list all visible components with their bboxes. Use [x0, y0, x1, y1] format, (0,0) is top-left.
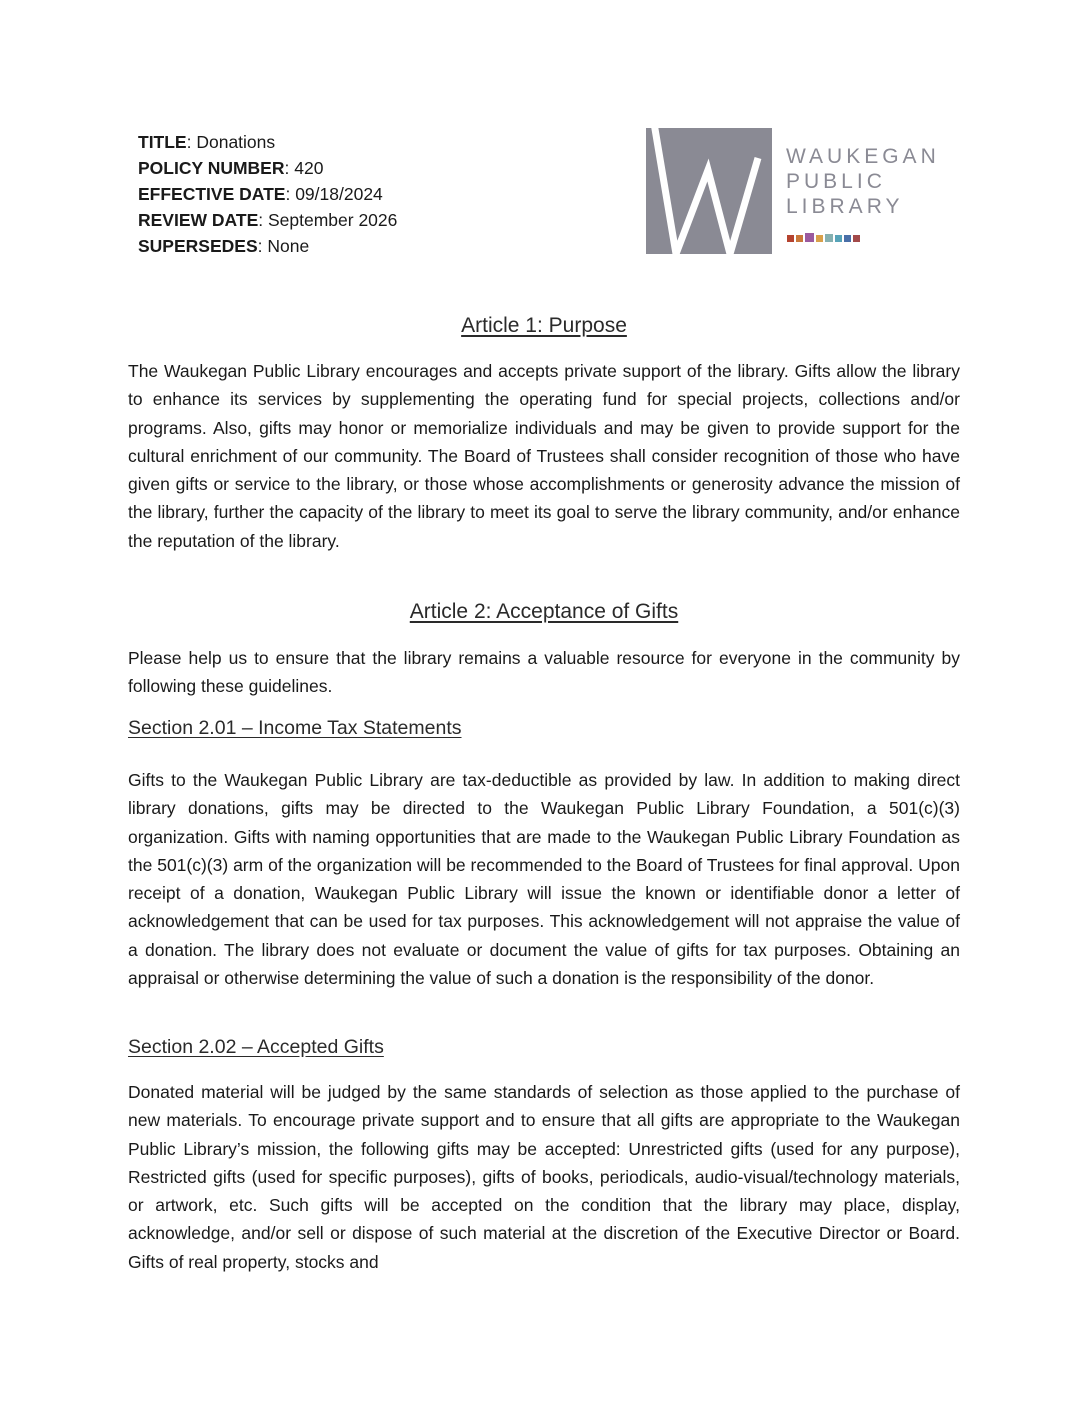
logo-square	[805, 233, 814, 242]
logo-square	[796, 235, 803, 242]
w-letter-icon	[646, 128, 772, 254]
field-label: REVIEW DATE	[138, 210, 259, 230]
section-2-02-heading: Section 2.02 – Accepted Gifts	[128, 1036, 384, 1058]
article-1-heading: Article 1: Purpose	[461, 314, 627, 337]
library-logo	[646, 128, 956, 256]
field-value: None	[267, 236, 310, 256]
field-value: September 2026	[267, 210, 398, 230]
logo-wordmark	[786, 144, 940, 219]
article-2-heading: Article 2: Acceptance of Gifts	[409, 600, 679, 623]
field-value: 09/18/2024	[295, 184, 383, 204]
field-label: POLICY NUMBER	[138, 158, 285, 178]
logo-square	[844, 235, 851, 242]
logo-line: WAUKEGAN	[786, 145, 940, 168]
article-2-intro: Please help us to ensure that the library remains a valuable resource for everyone in the community by following these guidelines.	[128, 648, 960, 697]
logo-square	[825, 234, 833, 242]
field-value: Donations	[196, 132, 276, 152]
supersedes-row: SUPERSEDES: None	[138, 236, 310, 256]
policy-metadata	[138, 129, 397, 259]
policy-title-row: TITLE: Donations	[138, 132, 276, 152]
logo-line: LIBRARY	[786, 195, 904, 218]
logo-square	[816, 235, 823, 242]
section-2-02-body: Donated material will be judged by the same standards of selection as those applied to the purchase of new materials. To encourage private support and to ensure that all gifts are appropriate to the Waukegan Public Library’s mission, the following gifts may be accepted: Unrestricted gifts (used for any purpose), Restricted gifts (used for specific purposes), gifts of books, periodicals, audio-visual/technology materials, or artwork, etc. Such gifts will be accepted on the condition that the library may place, display, acknowledge, and/or sell or dispose of such material at the discretion of the Executive Director or Board. Gifts of real property, stocks and	[128, 1082, 960, 1272]
logo-w-mark	[646, 128, 772, 254]
logo-square	[835, 235, 842, 242]
section-2-01-heading: Section 2.01 – Income Tax Statements	[128, 717, 462, 739]
field-label: EFFECTIVE DATE	[138, 184, 286, 204]
section-2-01-body: Gifts to the Waukegan Public Library are tax-deductible as provided by law. In addition to making direct library donations, gifts may be directed to the Waukegan Public Library Foundation, a 501(c)(3) organization. Gifts with naming opportunities that are made to the Waukegan Public Library Foundation as the 501(c)(3) arm of the organization will be recommended to the Board of Trustees for final approval. Upon receipt of a donation, Waukegan Public Library will issue the known or identifiable donor a letter of acknowledgement that can be used for tax purposes. This acknowledgement will not appraise the value of a donation. The library does not evaluate or document the value of gifts for tax purposes. Obtaining an appraisal or otherwise determining the value of such a donation is the responsibility of the donor.	[128, 770, 960, 989]
policy-number-row: POLICY NUMBER: 420	[138, 158, 324, 178]
field-label: SUPERSEDES	[138, 236, 258, 256]
article-1-body: The Waukegan Public Library encourages and accepts private support of the library. Gifts allow the library to enhance its services by supplementing the operating fund for special projects, collections and/or programs. Also, gifts may honor or memorialize individuals and may be given to provide support for the cultural enrichment of our community. The Board of Trustees shall consider recognition of those who have given gifts or service to the library, or those whose accomplishments or generosity advance the mission of the library, further the capacity of the library to meet its goal to serve the library community, and/or enhance the reputation of the library.	[128, 361, 960, 551]
field-label: TITLE	[138, 132, 187, 152]
logo-square	[853, 235, 860, 242]
logo-line: PUBLIC	[786, 170, 886, 193]
review-date-row: REVIEW DATE: September 2026	[138, 210, 398, 230]
field-value: 420	[294, 158, 324, 178]
effective-date-row: EFFECTIVE DATE: 09/18/2024	[138, 184, 383, 204]
logo-square	[787, 235, 794, 242]
